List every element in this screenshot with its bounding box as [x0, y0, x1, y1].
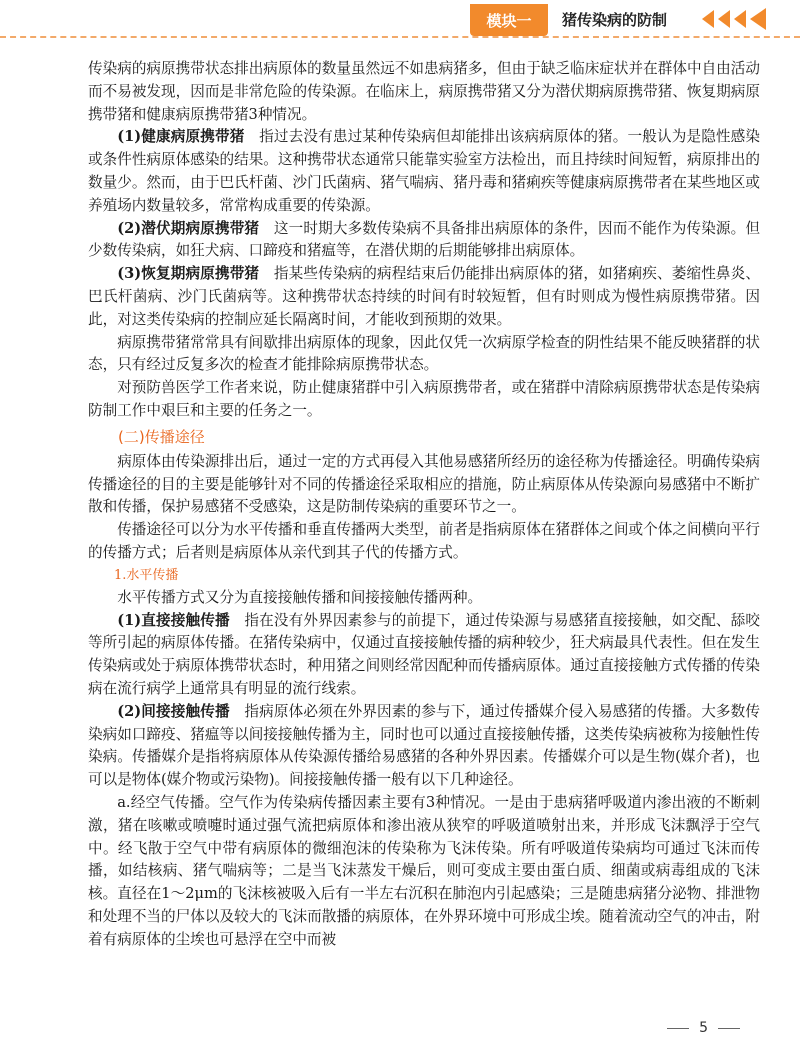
- term-heading: (2)潜伏期病原携带猪: [117, 219, 260, 237]
- page-footer: [667, 1020, 740, 1036]
- paragraph: 病原携带猪常常具有间歇排出病原体的现象，因此仅凭一次病原学检查的阴性结果不能反映猪群的状态，只有经过反复多次的检查才能排除病原携带状态。: [88, 333, 760, 374]
- paragraph: 传播途径可以分为水平传播和垂直传播两大类型，前者是指病原体在猪群体之间或个体之间横向平行的传播方式；后者则是病原体从亲代到其子代的传播方式。: [88, 521, 760, 561]
- paragraph: 传染病的病原携带状态排出病原体的数量虽然远不如患病猪多，但由于缺乏临床症状并在群体中自由活动而不易被发现，因而是非常危险的传染源。在临床上，病原携带猪又分为潜伏期病原携带猪、恢复期病原携带猪和健康病原携带猪3种情况。: [88, 60, 760, 123]
- term-heading: (2)间接接触传播: [117, 702, 230, 720]
- footer-dash: [718, 1028, 740, 1029]
- page-body: [88, 58, 760, 951]
- paragraph: (2)间接接触传播 指病原体必须在外界因素的参与下，通过传播媒介侵入易感猪的传播。大多数传染病如口蹄疫、猪瘟等以间接接触传播为主，同时也可以通过直接接触传播，这类传染病被称为接触性传染病。传播媒介是指将病原体从传染源传播给易感猪的各种外界因素。传播媒介可以是生物(媒介者)，也可以是物体(媒介物或污染物)。间接接触传播一般有以下几种途径。: [88, 702, 760, 789]
- term-heading: (1)直接接触传播: [117, 611, 230, 629]
- term-heading: (3)恢复期病原携带猪: [117, 265, 260, 283]
- footer-dash: [667, 1028, 689, 1029]
- paragraph: (2)潜伏期病原携带猪 这一时期大多数传染病不具备排出病原体的条件，因而不能作为传染源。但少数传染病，如狂犬病、口蹄疫和猪瘟等，在潜伏期的后期能够排出病原体。: [88, 219, 760, 260]
- arrow-decoration-icon: [700, 8, 770, 30]
- term-heading: (1)健康病原携带猪: [117, 128, 245, 146]
- paragraph: 对预防兽医学工作者来说，防止健康猪群中引入病原携带者，或在猪群中清除病原携带状态是传染病防制工作中艰巨和主要的任务之一。: [88, 379, 760, 419]
- paragraph: (1)直接接触传播 指在没有外界因素参与的前提下，通过传染源与易感猪直接接触，如交配、舔咬等所引起的病原体传播。在猪传染病中，仅通过直接接触传播的病种较少，狂犬病最具代表性。但在发生传染病或处于病原体携带状态时，种用猪之间则经常因配种而传播病原体。通过直接接触方式传播的传染病在流行病学上通常具有明显的流行线索。: [88, 611, 760, 697]
- paragraph: a.经空气传播。空气作为传染病传播因素主要有3种情况。一是由于患病猪呼吸道内渗出液的不断刺激，猪在咳嗽或喷嚏时通过强气流把病原体和渗出液从狭窄的呼吸道喷射出来，并形成飞沫飘浮于空气中。经飞散于空气中带有病原体的微细泡沫的传染称为飞沫传染。所有呼吸道传染病均可通过飞沫而传播，如结核病、猪气喘病等；二是当飞沫蒸发干燥后，则可变成主要由蛋白质、细菌或病毒组成的飞沫核。直径在1～2μm的飞沫核被吸入后有一半左右沉积在肺泡内引起感染；三是随患病猪分泌物、排泄物和处理不当的尸体以及较大的飞沫而散播的病原体，在外界环境中可形成尘埃。随着流动空气的冲击，附着有病原体的尘埃也可悬浮在空中而被: [88, 793, 760, 948]
- chapter-title: 猪传染病的防制: [562, 11, 668, 29]
- page-number: 5: [699, 1020, 708, 1036]
- page-header: [0, 0, 800, 44]
- section-heading: (二)传播途径: [118, 427, 205, 446]
- paragraph: (3)恢复期病原携带猪 指某些传染病的病程结束后仍能排出病原体的猪，如猪痢疾、萎缩性鼻炎、巴氏杆菌病、沙门氏菌病等。这种携带状态持续的时间有时较短暂，但有时则成为慢性病原携带猪。因此，对这类传染病的控制应延长隔离时间，才能收到预期的效果。: [88, 265, 760, 328]
- paragraph: 病原体由传染源排出后，通过一定的方式再侵入其他易感猪所经历的途径称为传播途径。明确传染病传播途径的目的主要是能够针对不同的传播途径采取相应的措施，防止病原体从传染源向易感猪中不断扩散和传播，保护易感猪不受感染，这是防制传染病的重要环节之一。: [88, 452, 760, 516]
- paragraph: (1)健康病原携带猪 指过去没有患过某种传染病但却能排出该病病原体的猪。一般认为是隐性感染或条件性病原体感染的结果。这种携带状态通常只能靠实验室方法检出，而且持续时间短暂，病原排出的数量少。然而，由于巴氏杆菌、沙门氏菌病、猪气喘病、猪丹毒和猪痢疾等健康病原携带者在某些地区或养殖场内数量较多，常常构成重要的传染源。: [88, 128, 760, 214]
- paragraph: 水平传播方式又分为直接接触传播和间接接触传播两种。: [117, 588, 483, 606]
- module-tab: 模块一: [470, 4, 548, 36]
- header-dashed-line: [0, 36, 800, 38]
- subsection-heading: 1.水平传播: [114, 567, 179, 583]
